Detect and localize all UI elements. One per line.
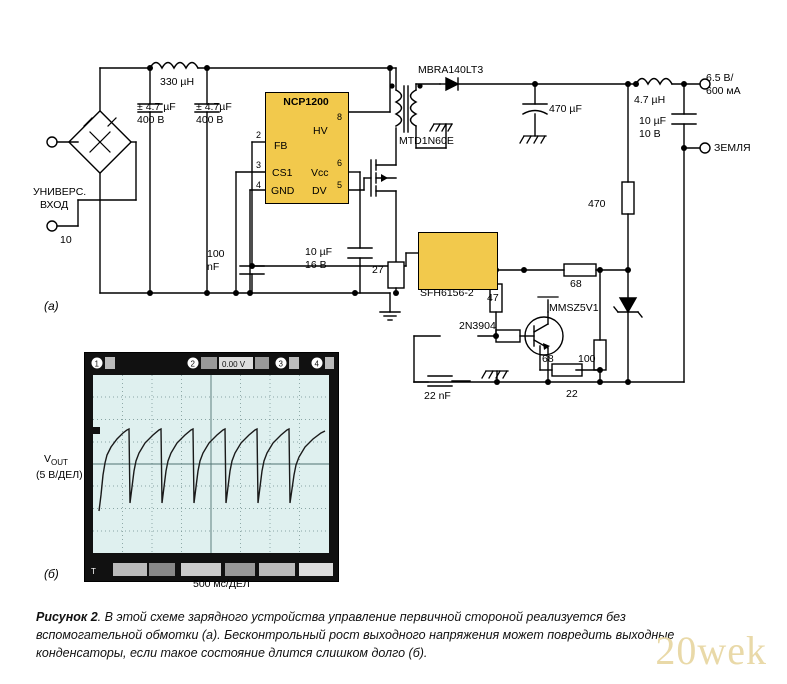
ic-pin-hv-label: HV (313, 125, 328, 137)
ic-pin-fb-label: FB (274, 140, 288, 152)
ic-pin-dv-label: DV (312, 185, 327, 197)
optocoupler-label: SFH6156-2 (420, 287, 474, 299)
vout-label-line2: (5 В/ДЕЛ) (36, 469, 83, 481)
watermark: 20wek (655, 628, 767, 673)
output-voltage-line1: 6.5 В/ (706, 72, 734, 84)
cap2-value-line2: 400 В (196, 114, 224, 126)
resistor-47-label: 47 (487, 292, 499, 304)
cap2-value-line1: ± 4.7µF (196, 101, 232, 113)
sense-resistor-27-label: 27 (372, 264, 384, 276)
diode-label: MBRA140LT3 (418, 64, 484, 76)
svg-text:T: T (91, 567, 96, 576)
input-resistor-label: 10 (60, 234, 72, 246)
ic-pin-num-8: 8 (337, 112, 343, 122)
scope-top-bar-graphics (85, 353, 338, 373)
mosfet-label: MTD1N60E (399, 135, 454, 147)
output-cap2-line2: 10 В (639, 128, 661, 140)
resistor-22-label: 22 (566, 388, 578, 400)
output-cap2-line1: 10 µF (639, 115, 667, 127)
scope-grid-and-trace (93, 375, 329, 553)
svg-text:3: 3 (278, 359, 283, 369)
ic-pin-vcc-label: Vcc (311, 167, 329, 179)
ic-name-label: NCP1200 (283, 96, 329, 108)
input-label-line1: УНИВЕРС. (33, 186, 87, 198)
cap-vcc-line1: 10 µF (305, 246, 333, 258)
output-ground-label: ЗЕМЛЯ (714, 142, 751, 154)
cap-100nf-line1: 100 (207, 248, 225, 260)
vout-label-line1: $V_{OUT}$ (44, 453, 68, 468)
ic-pin-num-5: 5 (337, 180, 343, 190)
transistor-label: 2N3904 (459, 320, 496, 332)
ic-pin-num-2: 2 (256, 130, 262, 140)
input-label-line2: ВХОД (40, 199, 69, 211)
cap-100nf-line2: nF (207, 261, 220, 273)
cap1-value-line1: ± 4.7 µF (137, 101, 176, 113)
inductor-330uh-label: 330 µH (160, 76, 195, 88)
scope-waveform-area (93, 375, 329, 553)
ic-pin-num-6: 6 (337, 158, 343, 168)
svg-text:2: 2 (190, 359, 195, 369)
cap-vcc-line2: 16 В (305, 259, 327, 271)
caption-body: . В этой схеме зарядного устройства управление первичной стороной реализуется без вспомогательной обмотки (а). Бесконтрольный рост выходного напряжения может повредить выходные конденсаторы, если такое состояние длится слишком долго (б). (36, 610, 675, 661)
caption-figure-number: Рисунок 2 (36, 610, 98, 624)
panel-a-label: (а) (44, 299, 59, 313)
timebase-label: 500 мс/ДЕЛ (193, 578, 250, 590)
svg-text:0.00 V: 0.00 V (222, 360, 246, 369)
resistor-100-label: 100 (578, 353, 596, 365)
resistor-68a-label: 68 (570, 278, 582, 290)
resistor-470-label: 470 (588, 198, 606, 210)
ic-pin-num-4: 4 (256, 180, 262, 190)
cap-22nf-label: 22 nF (424, 390, 451, 402)
svg-text:1: 1 (94, 359, 99, 369)
output-current-line2: 600 мА (706, 85, 741, 97)
ic-pin-num-3: 3 (256, 160, 262, 170)
figure-caption (36, 608, 676, 662)
panel-b-label: (б) (44, 567, 59, 581)
output-cap-470uf-label: 470 µF (549, 103, 582, 115)
ic-pin-cs1-label: CS1 (272, 167, 293, 179)
resistor-68b-label: 68 (542, 353, 554, 365)
optocoupler-block (418, 232, 498, 290)
output-inductor-label: 4.7 µH (634, 94, 666, 106)
cap1-value-line2: 400 В (137, 114, 165, 126)
svg-text:4: 4 (314, 359, 319, 369)
scope-top-bar (85, 353, 338, 373)
zener-label: MMSZ5V1 (549, 302, 599, 314)
ic-pin-gnd-label: GND (271, 185, 295, 197)
oscilloscope-screenshot (84, 352, 339, 582)
